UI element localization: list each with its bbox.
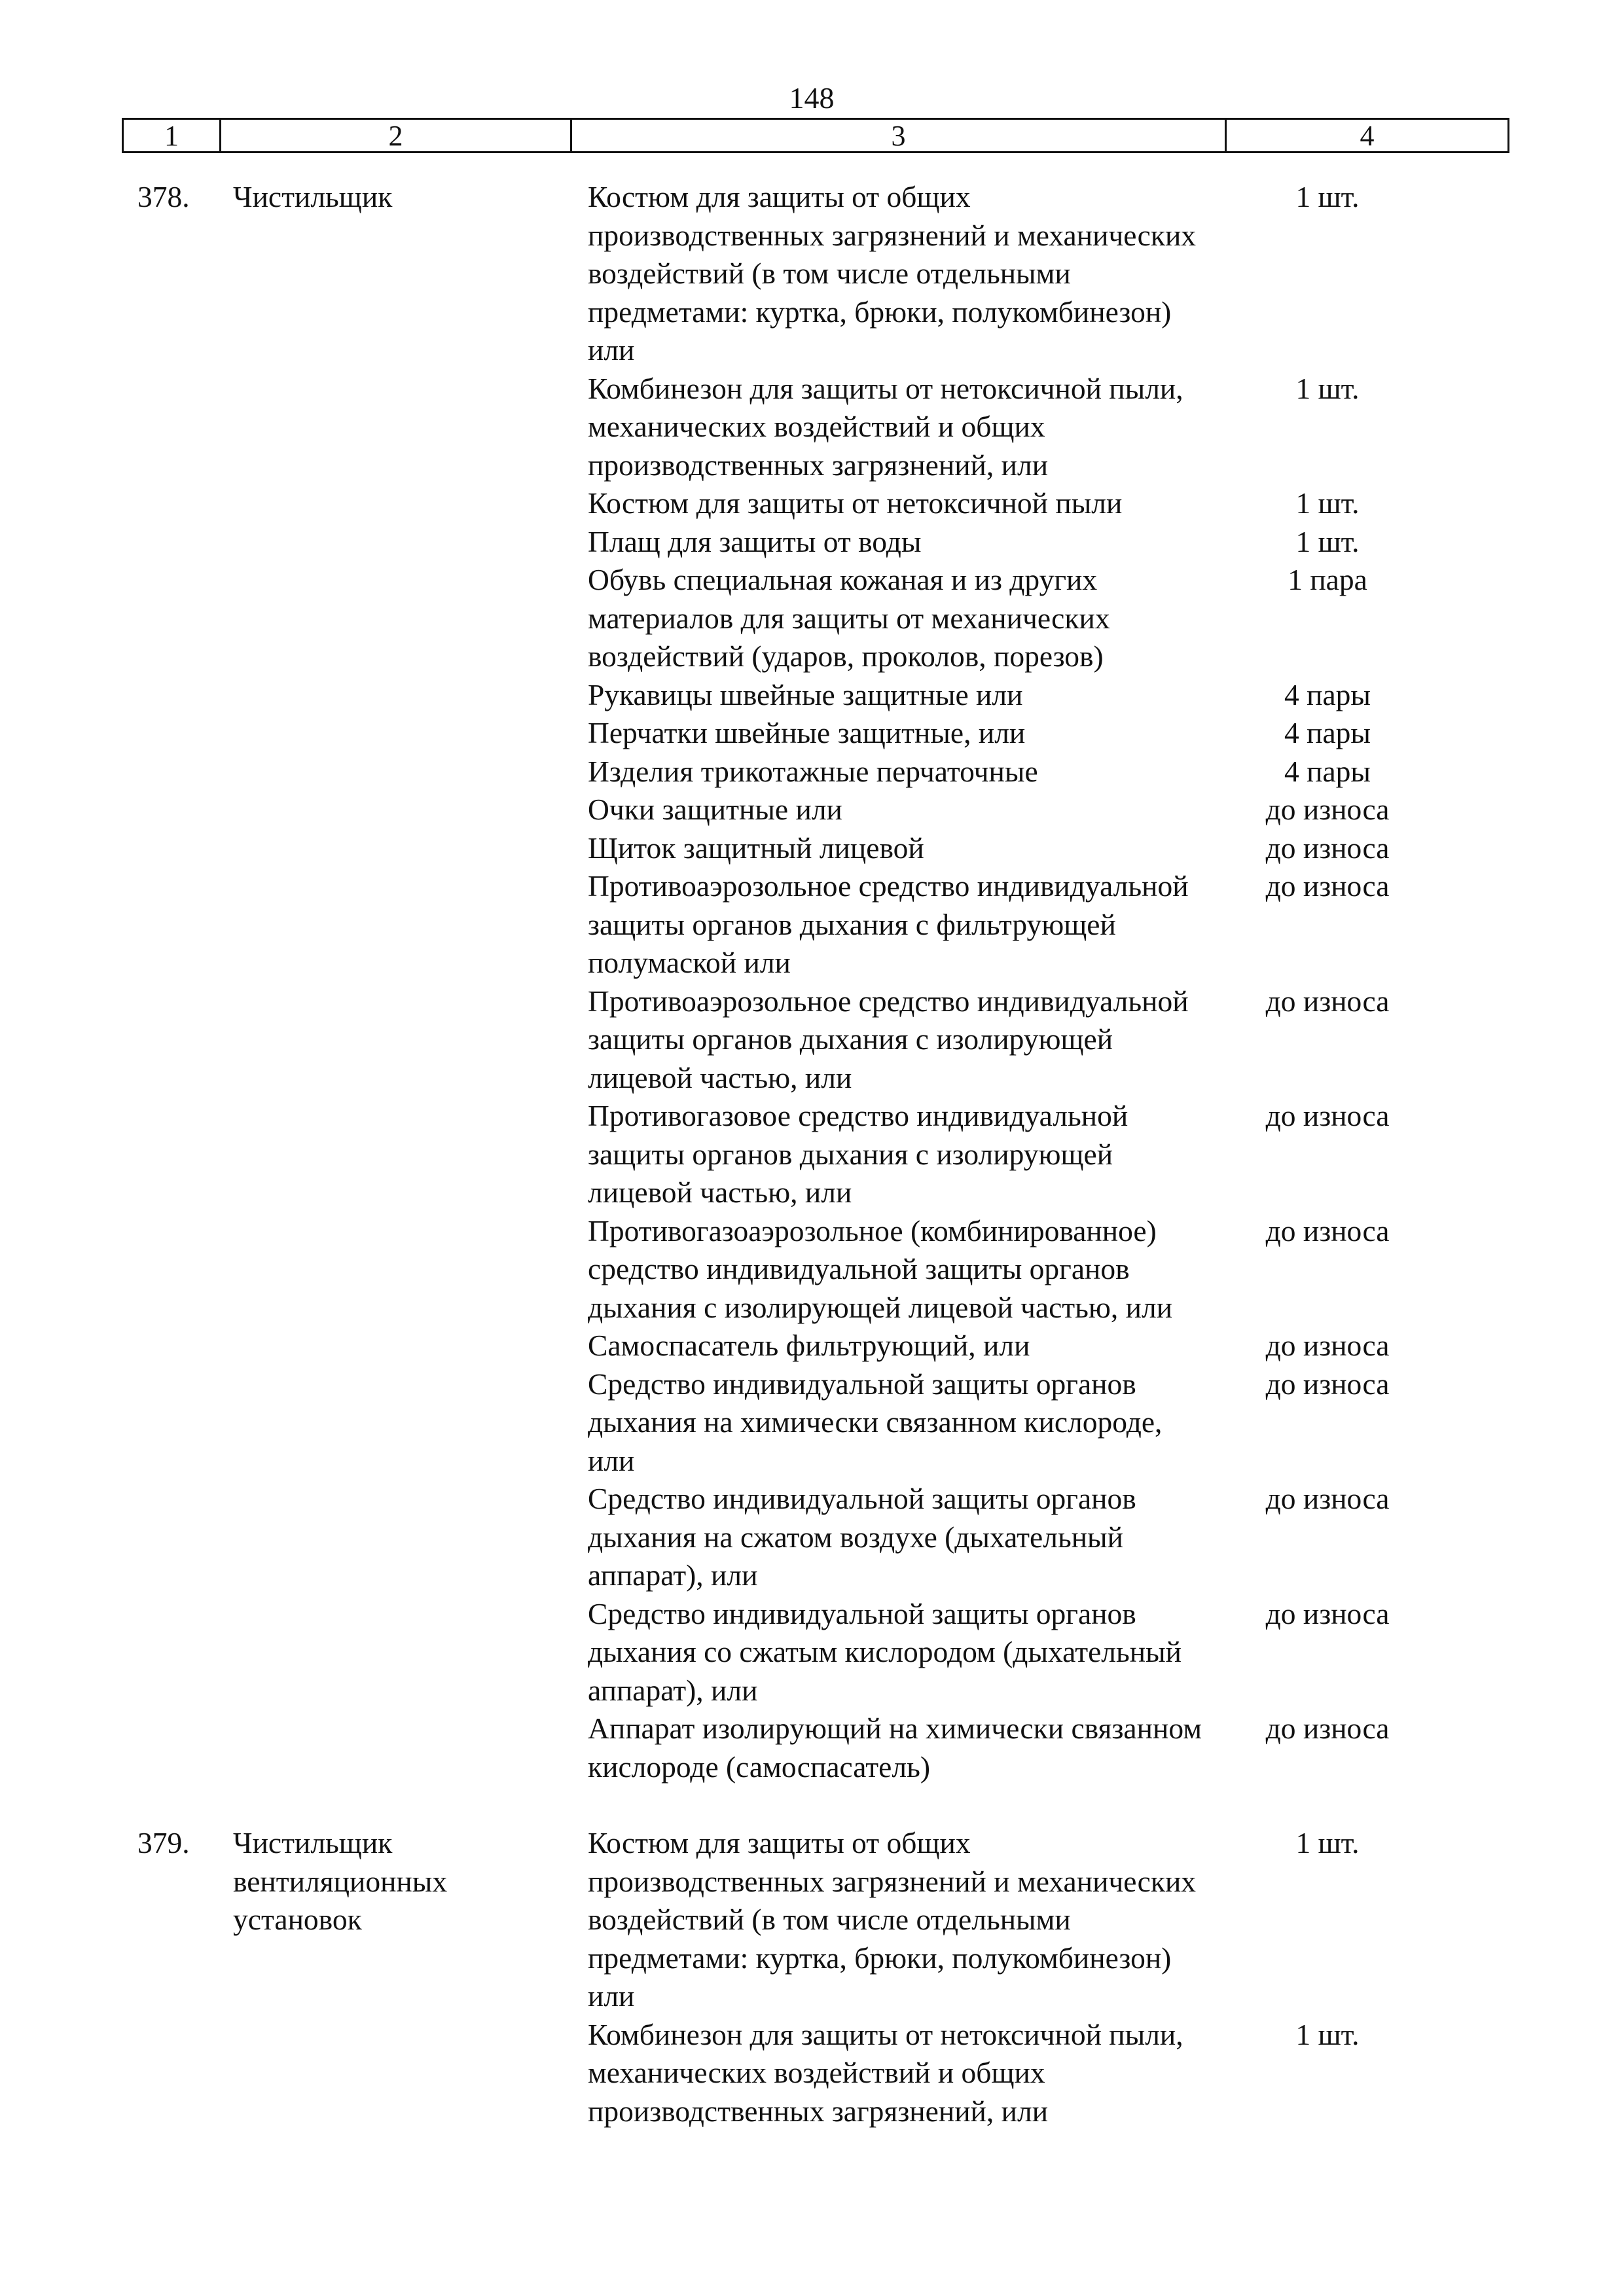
ppe-item <box>588 676 1509 715</box>
ppe-item <box>588 1212 1509 1327</box>
page-number: 148 <box>789 81 835 115</box>
ppe-item <box>588 2016 1509 2131</box>
ppe-item-description: Противогазовое средство индивидуальной защиты органов дыхания с изолирующей лицевой частью, или <box>588 1099 1128 1209</box>
ppe-item-description: Изделия трикотажные перчаточные <box>588 754 1038 788</box>
ppe-item-quantity: 4 пары <box>1284 754 1371 788</box>
entry-378 <box>122 178 1509 1786</box>
header-col-2: 2 <box>219 120 570 151</box>
header-col-3: 3 <box>570 120 1225 151</box>
ppe-item-quantity: до износа <box>1265 1099 1390 1132</box>
ppe-item-description: Противоаэрозольное средство индивидуальной защиты органов дыхания с изолирующей лицевой частью, или <box>588 984 1189 1094</box>
ppe-item <box>588 523 1509 562</box>
ppe-item <box>588 867 1509 982</box>
ppe-item-quantity: 1 шт. <box>1295 180 1360 213</box>
ppe-item <box>588 1327 1509 1365</box>
ppe-item-description: Обувь специальная кожаная и из других материалов для защиты от механических воздействий (ударов, проколов, порезов) <box>588 563 1110 673</box>
ppe-item-quantity: 1 шт. <box>1295 524 1360 558</box>
header-col-4: 4 <box>1225 120 1507 151</box>
ppe-item-quantity: до износа <box>1265 793 1390 826</box>
ppe-item-quantity: 4 пары <box>1284 716 1371 749</box>
ppe-item <box>588 1480 1509 1595</box>
ppe-item <box>588 753 1509 791</box>
ppe-item-description: Очки защитные или <box>588 793 842 826</box>
profession-name: Чистильщик вентиляционных установок <box>233 1826 448 1936</box>
ppe-item-description: Перчатки швейные защитные, или <box>588 716 1026 749</box>
ppe-item-description: Самоспасатель фильтрующий, или <box>588 1329 1030 1362</box>
header-col-1: 1 <box>164 120 179 152</box>
entry-379 <box>122 1824 1509 2130</box>
profession-name: Чистильщик <box>233 180 393 213</box>
ppe-item-description: Противогазоаэрозольное (комбинированное) средство индивидуальной защиты органов дыхания с изолирующей лицевой частью, или <box>588 1213 1173 1324</box>
ppe-item-description: Костюм для защиты от общих производственных загрязнений и механических воздействий (в том числе отдельными предметами: куртка, брюки, полукомбинезон) или <box>588 180 1197 367</box>
ppe-item-description: Плащ для защиты от воды <box>588 524 922 558</box>
ppe-item <box>588 714 1509 753</box>
ppe-item-description: Противоаэрозольное средство индивидуальной защиты органов дыхания с фильтрующей полумаской или <box>588 869 1189 979</box>
ppe-item <box>588 1710 1509 1786</box>
ppe-item-quantity: 1 шт. <box>1295 486 1360 520</box>
ppe-item <box>588 982 1509 1098</box>
entry-number: 378. <box>137 180 190 213</box>
ppe-item-quantity: 4 пары <box>1284 677 1371 711</box>
ppe-item <box>588 791 1509 829</box>
ppe-item <box>588 484 1509 523</box>
ppe-item-description: Средство индивидуальной защиты органов дыхания на сжатом воздухе (дыхательный аппарат), или <box>588 1482 1136 1592</box>
ppe-item-quantity: до износа <box>1265 1367 1390 1401</box>
ppe-item-quantity: до износа <box>1265 1596 1390 1630</box>
ppe-item <box>588 1824 1509 2016</box>
table-body <box>122 178 1509 2168</box>
ppe-item-description: Щиток защитный лицевой <box>588 831 924 865</box>
ppe-item <box>588 370 1509 485</box>
ppe-item-description: Костюм для защиты от общих производственных загрязнений и механических воздействий (в том числе отдельными предметами: куртка, брюки, полукомбинезон) или <box>588 1826 1197 2013</box>
ppe-item-quantity: 1 шт. <box>1295 2017 1360 2051</box>
ppe-item <box>588 178 1509 370</box>
ppe-item-quantity: до износа <box>1265 1329 1390 1362</box>
ppe-item-quantity: до износа <box>1265 831 1390 865</box>
ppe-item-quantity: до износа <box>1265 869 1390 903</box>
ppe-item <box>588 1097 1509 1212</box>
ppe-item-list <box>588 1824 1509 2130</box>
ppe-item-description: Рукавицы швейные защитные или <box>588 677 1023 711</box>
ppe-item <box>588 1595 1509 1710</box>
ppe-item <box>588 829 1509 868</box>
ppe-item-description: Комбинезон для защиты от нетоксичной пыли, механических воздействий и общих производственных загрязнений, или <box>588 371 1183 482</box>
entry-number: 379. <box>137 1826 190 1859</box>
ppe-item <box>588 1365 1509 1480</box>
table-header <box>122 118 1509 153</box>
ppe-item-description: Аппарат изолирующий на химически связанном кислороде (самоспасатель) <box>588 1712 1202 1784</box>
ppe-item-description: Средство индивидуальной защиты органов дыхания со сжатым кислородом (дыхательный аппарат), или <box>588 1596 1182 1707</box>
ppe-item-quantity: 1 пара <box>1288 563 1367 596</box>
ppe-item-quantity: до износа <box>1265 1712 1390 1745</box>
ppe-item-quantity: до износа <box>1265 984 1390 1018</box>
ppe-item-quantity: до износа <box>1265 1213 1390 1247</box>
ppe-item-quantity: 1 шт. <box>1295 371 1360 405</box>
ppe-item-description: Костюм для защиты от нетоксичной пыли <box>588 486 1123 520</box>
ppe-item-description: Средство индивидуальной защиты органов дыхания на химически связанном кислороде, или <box>588 1367 1163 1477</box>
ppe-item-description: Комбинезон для защиты от нетоксичной пыли, механических воздействий и общих производственных загрязнений, или <box>588 2017 1183 2128</box>
ppe-item-quantity: до износа <box>1265 1482 1390 1515</box>
ppe-item-list <box>588 178 1509 1786</box>
ppe-item <box>588 561 1509 676</box>
ppe-item-quantity: 1 шт. <box>1295 1826 1360 1859</box>
